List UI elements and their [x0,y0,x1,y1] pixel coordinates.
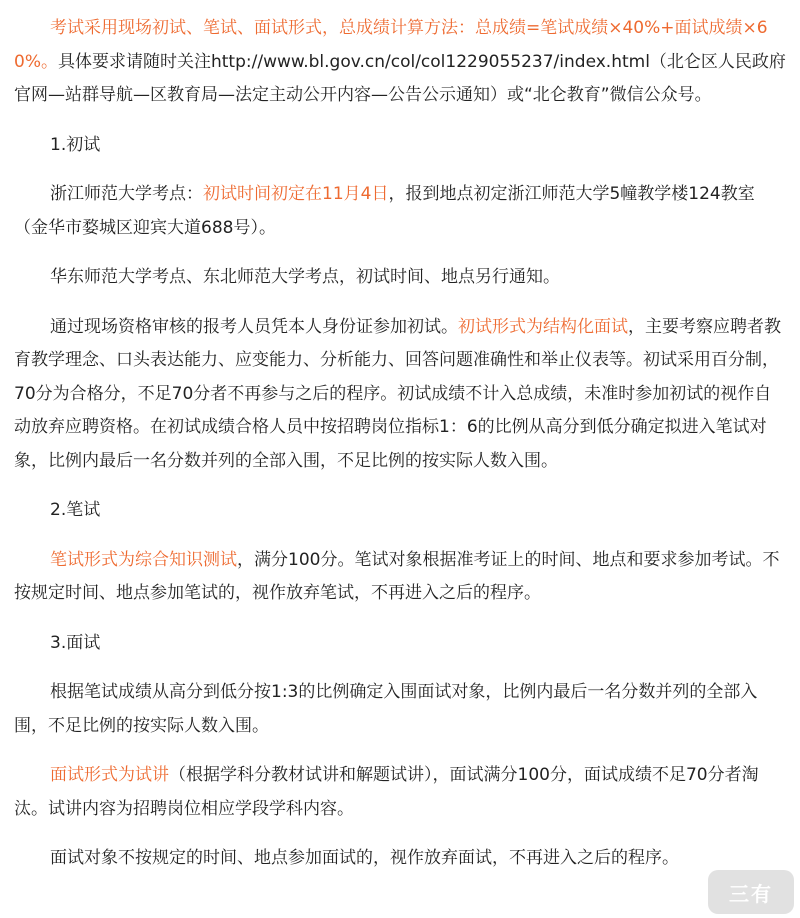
interview-paragraph [14,759,786,826]
section-heading-written: 2.笔试 [50,500,101,520]
initial-format-highlight: 初试形式为结构化面试 [458,316,628,337]
initial-pre: 通过现场资格审核的报考人员凭本人身份证参加初试。 [50,316,458,337]
initial-post: ，主要考察应聘者教育教学理念、口头表达能力、应变能力、分析能力、回答问题准确性和举止仪表等。初试采用百分制，70分为合格分，不足70分者不再参与之后的程序。初试成绩不计入总成绩，未准时参加初试的视作自动放弃应聘资格。在初试成绩合格人员中按招聘岗位指标1：6的比例从高分到低分确定拟进入笔试对象，比例内最后一名分数并列的全部入围，不足比例的按实际人数入围。 [14,316,781,471]
section-heading-initial: 1.初试 [50,134,101,155]
zjnu-pre: 浙江师范大学考点： [50,184,203,204]
section-heading-interview: 3.面试 [50,632,101,653]
interview-format-highlight: 面试形式为试讲 [50,765,169,785]
initial-date-highlight: 初试时间初定在11月4日 [203,184,389,204]
initial-exam-paragraph [14,311,786,479]
interview-selection-paragraph: 根据笔试成绩从高分到低分按1:3的比例确定入围面试对象，比例内最后一名分数并列的全部入围，不足比例的按实际人数入围。 [14,682,758,736]
interview-post: （根据学科分教材试讲和解题试讲），面试满分100分，面试成绩不足70分者淘汰。试讲内容为招聘岗位相应学段学科内容。 [14,765,759,819]
interview-absent-paragraph: 面试对象不按规定的时间、地点参加面试的，视作放弃面试，不再进入之后的程序。 [50,848,679,868]
written-format-highlight: 笔试形式为综合知识测试 [50,549,237,570]
site-watermark: 三有 [708,870,794,914]
ecnu-paragraph: 华东师范大学考点、东北师范大学考点，初试时间、地点另行通知。 [50,267,560,287]
exam-format-highlight: 考试采用现场初试、笔试、面试形式，总成绩计算方法：总成绩=笔试成绩×40%+面试成绩×60%。 [14,18,768,72]
zjnu-paragraph [14,178,786,245]
written-exam-paragraph [14,544,786,611]
zjnu-post: ，报到地点初定浙江师范大学5幢教学楼124教室（金华市婺城区迎宾大道688号）。 [14,184,755,238]
written-post: ，满分100分。笔试对象根据准考证上的时间、地点和要求参加考试。不按规定时间、地点参加笔试的，视作放弃笔试，不再进入之后的程序。 [14,549,780,603]
intro-text: 具体要求请随时关注http://www.bl.gov.cn/col/col1229055237/index.html（北仑区人民政府官网—站群导航—区教育局—法定主动公开内容—公告公示通知）或“北仑教育”微信公众号。 [14,51,786,105]
intro-paragraph [14,12,786,113]
